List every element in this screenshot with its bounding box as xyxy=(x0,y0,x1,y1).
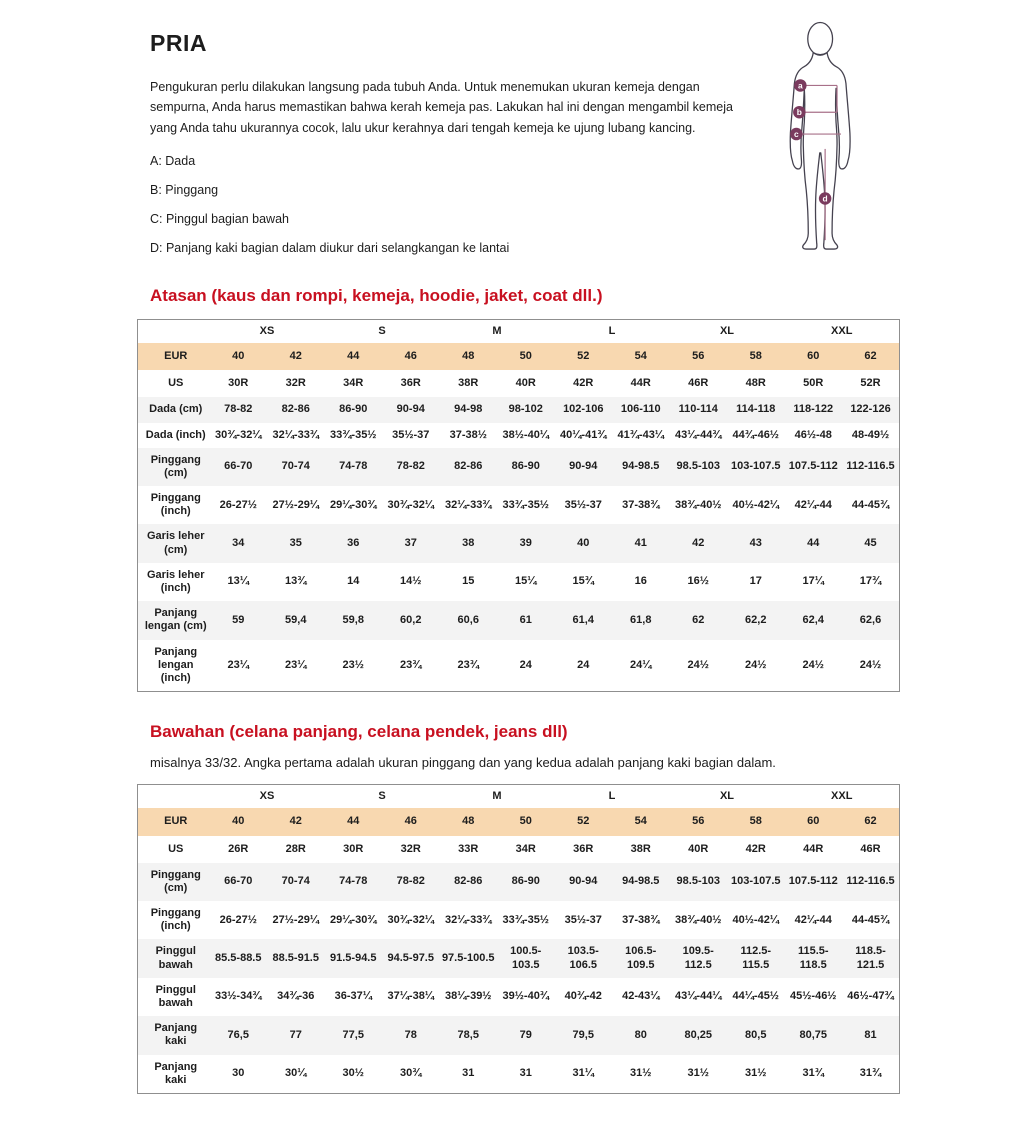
size-value: 59,4 xyxy=(285,613,307,626)
size-value: 98.5-103 xyxy=(676,460,720,473)
size-value: 44-45¾ xyxy=(851,913,890,926)
size-value: 45 xyxy=(864,537,877,550)
size-value: 58 xyxy=(749,349,762,362)
size-value: 44 xyxy=(347,815,360,828)
size-value: 32¼-33¾ xyxy=(272,428,319,441)
row-label: Panjang lengan (inch) xyxy=(154,645,198,684)
size-value: 38R xyxy=(630,842,651,855)
size-value: 31¾ xyxy=(802,1067,824,1080)
size-value: 118.5-121.5 xyxy=(855,945,886,971)
size-value: 31¼ xyxy=(572,1067,594,1080)
size-value: 59 xyxy=(232,613,245,626)
size-value: 52 xyxy=(577,815,590,828)
size-value: 112-116.5 xyxy=(846,460,895,473)
table-row xyxy=(138,448,900,486)
size-value: 107.5-112 xyxy=(788,460,838,473)
size-value: 85.5-88.5 xyxy=(215,952,262,965)
bawahan-size-table xyxy=(137,784,900,1094)
size-value: 110-114 xyxy=(678,403,718,416)
size-value: 58 xyxy=(749,815,762,828)
size-value: 33¾-35½ xyxy=(502,913,549,926)
size-value: 38½-40¼ xyxy=(502,428,549,441)
table-row xyxy=(138,1055,900,1094)
size-value: 31½ xyxy=(630,1067,652,1080)
size-value: 61,4 xyxy=(572,613,594,626)
row-label: US xyxy=(168,377,184,390)
size-value: 122-126 xyxy=(850,403,891,416)
legend-b-pinggang: B: Pinggang xyxy=(150,182,219,197)
size-group-row xyxy=(138,319,900,343)
size-value: 14 xyxy=(347,575,360,588)
size-value: 30R xyxy=(228,377,249,390)
legend-d-panjang-kaki: D: Panjang kaki bagian dalam diukur dari selangkangan ke lantai xyxy=(150,240,510,255)
size-value: 39 xyxy=(519,537,532,550)
body-measurement-diagram xyxy=(774,20,906,258)
size-value: 78-82 xyxy=(396,875,425,888)
size-value: 78,5 xyxy=(457,1028,479,1041)
size-value: 80,75 xyxy=(799,1028,828,1041)
atasan-size-table xyxy=(137,319,900,692)
size-value: 24 xyxy=(577,658,590,671)
size-value: 106.5-109.5 xyxy=(625,945,657,971)
intro-text: Pengukuran perlu dilakukan langsung pada tubuh Anda. Untuk menemukan ukuran kemeja dengan sempurna, Anda harus memastikan bahwa kerah kemeja pas. Lakukan hal ini dengan mengambil kemeja yang Anda tahu ukurannya cocok, lalu ukur kerahnya dari tengah kemeja ke ujung lubang kancing. xyxy=(150,80,733,135)
size-value: 103.5-106.5 xyxy=(567,945,599,971)
size-value: 56 xyxy=(692,815,705,828)
legend-c-pinggul: C: Pinggul bagian bawah xyxy=(150,211,289,226)
size-value: 32R xyxy=(285,377,306,390)
page-title: PRIA xyxy=(150,30,207,56)
size-value: 97.5-100.5 xyxy=(441,952,495,965)
size-value: 40 xyxy=(232,815,245,828)
size-value: 33R xyxy=(458,842,479,855)
size-value: 28R xyxy=(285,842,306,855)
size-group-label: XL xyxy=(719,790,735,803)
size-value: 103-107.5 xyxy=(730,875,781,888)
size-value: 46 xyxy=(404,815,417,828)
size-value: 42¼-44 xyxy=(794,498,832,511)
size-value: 46R xyxy=(860,842,881,855)
size-value: 50 xyxy=(519,815,532,828)
size-value: 56 xyxy=(692,349,705,362)
size-value: 46½-47¾ xyxy=(847,990,894,1003)
size-value: 35½-37 xyxy=(392,428,430,441)
size-value: 30¾ xyxy=(400,1067,422,1080)
size-value: 30¾-32¼ xyxy=(215,428,262,441)
table-row xyxy=(138,978,900,1016)
row-label: Pinggul bawah xyxy=(155,983,196,1009)
size-value: 66-70 xyxy=(224,460,253,473)
marker-c-icon xyxy=(790,128,802,140)
size-value: 33¾-35½ xyxy=(330,428,377,441)
size-value: 60,6 xyxy=(457,613,479,626)
size-value: 90-94 xyxy=(569,460,598,473)
size-value: 13¾ xyxy=(285,575,307,588)
size-value: 62 xyxy=(864,349,877,362)
size-value: 36R xyxy=(400,377,421,390)
size-value: 79 xyxy=(519,1028,532,1041)
row-label: Pinggang (inch) xyxy=(150,492,201,518)
size-value: 118-122 xyxy=(793,403,834,416)
size-value: 26-27½ xyxy=(219,913,257,926)
size-value: 31½ xyxy=(745,1067,767,1080)
size-value: 43¼-44¼ xyxy=(675,990,722,1003)
size-value: 40¾-42 xyxy=(564,990,602,1003)
size-value: 62 xyxy=(692,613,705,626)
table-row xyxy=(138,901,900,939)
row-label: Garis leher (cm) xyxy=(147,530,205,556)
size-value: 31¾ xyxy=(859,1067,882,1080)
size-value: 35½-37 xyxy=(564,913,602,926)
size-value: 106-110 xyxy=(620,403,661,416)
size-value: 36-37¼ xyxy=(334,990,372,1003)
size-value: 94-98.5 xyxy=(622,460,660,473)
size-value: 114-118 xyxy=(736,403,776,416)
size-value: 44-45¾ xyxy=(851,498,890,511)
size-value: 16 xyxy=(634,575,647,588)
size-value: 37-38½ xyxy=(449,428,487,441)
size-value: 76,5 xyxy=(227,1028,249,1041)
table-row xyxy=(138,524,900,562)
size-value: 48 xyxy=(462,815,475,828)
size-value: 42¼-44 xyxy=(794,913,832,926)
size-value: 86-90 xyxy=(511,875,540,888)
size-value: 44 xyxy=(807,537,820,550)
size-value: 32R xyxy=(400,842,421,855)
size-value: 48 xyxy=(462,349,475,362)
size-value: 60 xyxy=(807,815,820,828)
size-value: 17 xyxy=(749,575,762,588)
size-value: 98.5-103 xyxy=(676,875,720,888)
size-value: 62,2 xyxy=(745,613,767,626)
size-value: 46R xyxy=(688,377,709,390)
size-value: 109.5-112.5 xyxy=(682,945,714,971)
size-value: 31 xyxy=(519,1067,532,1080)
size-value: 26-27½ xyxy=(219,498,257,511)
size-group-label: XS xyxy=(259,324,275,337)
size-value: 36R xyxy=(573,842,594,855)
marker-d-icon xyxy=(819,192,831,204)
size-value: 98-102 xyxy=(508,403,543,416)
size-value: 103-107.5 xyxy=(730,460,781,473)
size-value: 38¾-40½ xyxy=(675,498,722,511)
size-value: 52 xyxy=(577,349,590,362)
size-value: 74-78 xyxy=(339,460,368,473)
size-value: 54 xyxy=(634,815,647,828)
size-value: 66-70 xyxy=(224,875,253,888)
size-value: 16½ xyxy=(687,575,709,588)
bawahan-heading: Bawahan (celana panjang, celana pendek, jeans dll) xyxy=(150,722,568,742)
size-value: 48R xyxy=(745,377,766,390)
legend-a-dada: A: Dada xyxy=(150,153,196,168)
svg-text:b: b xyxy=(796,107,802,118)
row-label: Pinggang (cm) xyxy=(150,868,201,894)
svg-text:a: a xyxy=(797,80,803,91)
corner-cell xyxy=(138,319,210,343)
size-group-label: M xyxy=(492,324,502,337)
table-row xyxy=(138,836,900,863)
size-value: 30R xyxy=(343,842,364,855)
size-value: 61 xyxy=(519,613,532,626)
size-group-label: L xyxy=(608,324,616,337)
size-value: 80,5 xyxy=(745,1028,767,1041)
size-value: 112.5-115.5 xyxy=(740,945,772,971)
size-value: 80 xyxy=(634,1028,647,1041)
size-value: 94-98.5 xyxy=(622,875,660,888)
size-value: 34R xyxy=(515,842,536,855)
size-value: 40 xyxy=(232,349,245,362)
size-value: 17¼ xyxy=(802,575,824,588)
size-value: 30¼ xyxy=(285,1067,307,1080)
size-value: 15¾ xyxy=(572,575,594,588)
size-value: 70-74 xyxy=(281,875,310,888)
size-value: 41¾-43¼ xyxy=(617,428,664,441)
row-label: Garis leher (inch) xyxy=(147,568,205,594)
size-value: 26R xyxy=(228,842,249,855)
size-value: 42-43¼ xyxy=(622,990,660,1003)
size-value: 82-86 xyxy=(454,875,483,888)
row-label: Panjang kaki xyxy=(154,1022,198,1048)
size-value: 62,6 xyxy=(859,613,882,626)
size-value: 44¼-45½ xyxy=(732,990,779,1003)
row-label: Pinggul bawah xyxy=(155,945,196,971)
size-value: 36 xyxy=(347,537,360,550)
size-value: 35½-37 xyxy=(564,498,602,511)
row-label: Panjang lengan (cm) xyxy=(144,607,207,633)
row-label: EUR xyxy=(164,349,188,362)
size-value: 77,5 xyxy=(342,1028,364,1041)
table-row xyxy=(138,486,900,524)
size-value: 70-74 xyxy=(281,460,310,473)
size-value: 78-82 xyxy=(396,460,425,473)
table-row xyxy=(138,1016,900,1054)
size-value: 112-116.5 xyxy=(846,875,895,888)
size-value: 29¼-30¾ xyxy=(330,913,377,926)
size-value: 59,8 xyxy=(342,613,364,626)
size-value: 43 xyxy=(749,537,762,550)
size-value: 91.5-94.5 xyxy=(330,952,377,965)
size-value: 80,25 xyxy=(684,1028,713,1041)
size-value: 38¾-40½ xyxy=(675,913,722,926)
size-group-label: XXL xyxy=(831,790,853,803)
size-value: 37 xyxy=(404,537,417,550)
size-value: 44R xyxy=(803,842,824,855)
table-row xyxy=(138,640,900,692)
row-label: Dada (cm) xyxy=(149,403,203,416)
size-value: 27½-29¼ xyxy=(272,913,319,926)
size-value: 54 xyxy=(634,349,647,362)
size-value: 37¼-38¼ xyxy=(387,990,434,1003)
size-value: 34 xyxy=(232,537,245,550)
size-value: 24½ xyxy=(802,658,824,671)
size-value: 86-90 xyxy=(511,460,540,473)
size-group-row xyxy=(138,785,900,809)
size-value: 15 xyxy=(462,575,475,588)
size-value: 107.5-112 xyxy=(788,875,838,888)
size-value: 14½ xyxy=(400,575,422,588)
row-label: Panjang kaki xyxy=(154,1060,198,1086)
size-value: 24½ xyxy=(687,658,709,671)
size-value: 32¼-33¾ xyxy=(445,913,492,926)
size-value: 34R xyxy=(343,377,364,390)
row-label: US xyxy=(168,842,184,855)
size-value: 40R xyxy=(688,842,709,855)
corner-cell xyxy=(138,785,210,809)
size-value: 42R xyxy=(573,377,594,390)
size-value: 23½ xyxy=(342,658,364,671)
size-value: 82-86 xyxy=(281,403,310,416)
size-value: 17¾ xyxy=(859,575,882,588)
size-value: 46 xyxy=(404,349,417,362)
size-value: 13¼ xyxy=(227,575,249,588)
size-value: 40R xyxy=(515,377,536,390)
size-value: 39½-40¾ xyxy=(502,990,549,1003)
size-value: 86-90 xyxy=(339,403,368,416)
size-value: 50R xyxy=(803,377,824,390)
row-label: EUR xyxy=(164,815,188,828)
size-value: 60,2 xyxy=(400,613,422,626)
svg-text:d: d xyxy=(822,193,828,204)
size-value: 77 xyxy=(289,1028,302,1041)
size-value: 42R xyxy=(745,842,766,855)
size-value: 23¾ xyxy=(457,658,479,671)
size-value: 62,4 xyxy=(802,613,824,626)
table-row xyxy=(138,808,900,835)
size-value: 94-98 xyxy=(454,403,483,416)
size-value: 82-86 xyxy=(454,460,483,473)
size-value: 60 xyxy=(807,349,820,362)
size-value: 42 xyxy=(289,815,302,828)
row-label: Dada (inch) xyxy=(145,428,206,441)
size-value: 27½-29¼ xyxy=(272,498,319,511)
table-row xyxy=(138,563,900,601)
size-group-label: XXL xyxy=(831,324,853,337)
size-group-label: XS xyxy=(259,790,275,803)
marker-a-icon xyxy=(794,79,806,91)
size-value: 31½ xyxy=(687,1067,709,1080)
size-value: 100.5-103.5 xyxy=(510,945,542,971)
size-value: 40¼-41¾ xyxy=(560,428,607,441)
size-value: 81 xyxy=(864,1028,877,1041)
size-value: 50 xyxy=(519,349,532,362)
table-row xyxy=(138,343,900,370)
size-value: 102-106 xyxy=(563,403,604,416)
svg-text:c: c xyxy=(794,129,799,140)
size-value: 44 xyxy=(347,349,360,362)
size-value: 40½-42¼ xyxy=(732,498,779,511)
table-row xyxy=(138,370,900,397)
size-value: 43¼-44¾ xyxy=(675,428,722,441)
size-value: 37-38¾ xyxy=(622,498,660,511)
table-row xyxy=(138,939,900,977)
size-value: 115.5-118.5 xyxy=(797,945,829,971)
size-value: 90-94 xyxy=(396,403,425,416)
size-group-label: S xyxy=(378,324,386,337)
table-row xyxy=(138,423,900,448)
size-value: 33½-34¾ xyxy=(215,990,262,1003)
size-value: 37-38¾ xyxy=(622,913,660,926)
size-value: 34¾-36 xyxy=(277,990,315,1003)
size-value: 30 xyxy=(232,1067,245,1080)
size-value: 40 xyxy=(577,537,590,550)
size-value: 31 xyxy=(462,1067,475,1080)
size-value: 38¼-39½ xyxy=(445,990,492,1003)
table-row xyxy=(138,397,900,422)
size-value: 23¼ xyxy=(285,658,307,671)
table-row xyxy=(138,863,900,901)
size-value: 33¾-35½ xyxy=(502,498,549,511)
size-value: 78 xyxy=(404,1028,417,1041)
size-value: 30¾-32¼ xyxy=(387,913,434,926)
row-label: Pinggang (cm) xyxy=(150,453,201,479)
size-value: 15¼ xyxy=(515,575,537,588)
size-value: 24 xyxy=(519,658,532,671)
size-value: 88.5-91.5 xyxy=(272,952,319,965)
size-value: 42 xyxy=(289,349,302,362)
size-value: 94.5-97.5 xyxy=(387,952,434,965)
size-value: 38 xyxy=(462,537,475,550)
size-group-label: M xyxy=(492,790,502,803)
size-value: 78-82 xyxy=(224,403,253,416)
size-value: 32¼-33¾ xyxy=(445,498,492,511)
row-label: Pinggang (inch) xyxy=(150,907,201,933)
size-value: 35 xyxy=(289,537,302,550)
size-value: 23¼ xyxy=(227,658,249,671)
table-row xyxy=(138,601,900,639)
size-group-label: S xyxy=(378,790,386,803)
size-value: 45½-46½ xyxy=(790,990,837,1003)
size-value: 62 xyxy=(864,815,877,828)
bawahan-subtitle: misalnya 33/32. Angka pertama adalah ukuran pinggang dan yang kedua adalah panjang kaki bagian dalam. xyxy=(150,755,776,771)
size-value: 30½ xyxy=(342,1067,364,1080)
size-group-label: L xyxy=(608,790,616,803)
marker-b-icon xyxy=(793,106,805,118)
size-value: 40½-42¼ xyxy=(732,913,779,926)
size-group-label: XL xyxy=(719,324,735,337)
size-value: 42 xyxy=(692,537,705,550)
size-value: 90-94 xyxy=(569,875,598,888)
size-value: 44¾-46½ xyxy=(732,428,779,441)
size-value: 44R xyxy=(630,377,651,390)
size-value: 24½ xyxy=(745,658,767,671)
size-value: 48-49½ xyxy=(851,428,890,441)
size-value: 79,5 xyxy=(572,1028,594,1041)
size-value: 23¾ xyxy=(400,658,422,671)
size-value: 24½ xyxy=(859,658,882,671)
size-value: 30¾-32¼ xyxy=(387,498,434,511)
atasan-heading: Atasan (kaus dan rompi, kemeja, hoodie, jaket, coat dll.) xyxy=(150,285,603,305)
size-value: 29¼-30¾ xyxy=(330,498,377,511)
size-value: 61,8 xyxy=(630,613,652,626)
size-value: 24¼ xyxy=(630,658,652,671)
size-value: 74-78 xyxy=(339,875,368,888)
size-value: 41 xyxy=(634,537,647,550)
size-value: 46½-48 xyxy=(794,428,832,441)
size-value: 52R xyxy=(860,377,881,390)
size-value: 38R xyxy=(458,377,479,390)
